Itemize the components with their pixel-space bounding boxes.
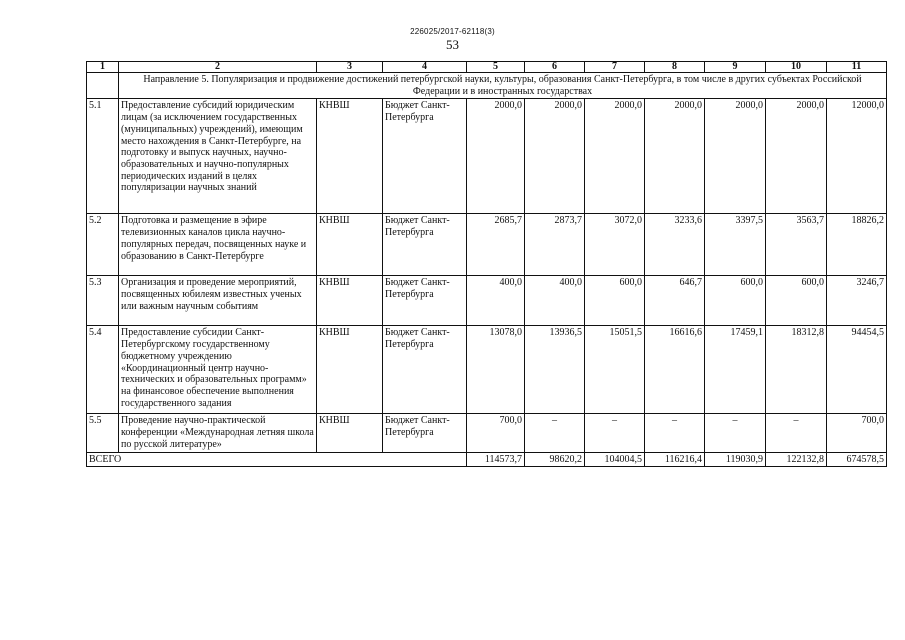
row-value: 3246,7 <box>827 276 887 326</box>
row-source: Бюджет Санкт-Петербурга <box>383 326 467 414</box>
row-value: 2685,7 <box>467 214 525 276</box>
row-value: 400,0 <box>525 276 585 326</box>
column-number: 1 <box>87 62 119 73</box>
row-value: 700,0 <box>827 414 887 452</box>
total-value: 114573,7 <box>467 452 525 467</box>
total-value: 674578,5 <box>827 452 887 467</box>
row-id: 5.1 <box>87 99 119 214</box>
column-number: 10 <box>766 62 827 73</box>
row-source: Бюджет Санкт-Петербурга <box>383 214 467 276</box>
column-number-row <box>87 62 887 73</box>
row-source: Бюджет Санкт-Петербурга <box>383 99 467 214</box>
row-value: 15051,5 <box>585 326 645 414</box>
row-value: – <box>705 414 766 452</box>
row-value: 13078,0 <box>467 326 525 414</box>
row-executor: КНВШ <box>317 326 383 414</box>
total-value: 104004,5 <box>585 452 645 467</box>
page-number: 53 <box>446 37 459 52</box>
row-value: 12000,0 <box>827 99 887 214</box>
row-value: 3233,6 <box>645 214 705 276</box>
column-number: 4 <box>383 62 467 73</box>
row-value: 2000,0 <box>705 99 766 214</box>
total-value: 119030,9 <box>705 452 766 467</box>
row-value: 2000,0 <box>766 99 827 214</box>
total-value: 98620,2 <box>525 452 585 467</box>
section-title: Направление 5. Популяризация и продвижение достижений петербургской науки, культуры, образования Санкт-Петербурга, в том числе в других субъектах Российской Федерации и в иностранных государствах <box>119 73 887 99</box>
row-source: Бюджет Санкт-Петербурга <box>383 414 467 452</box>
row-value: 600,0 <box>585 276 645 326</box>
table-row <box>87 214 887 276</box>
total-value: 122132,8 <box>766 452 827 467</box>
row-id: 5.2 <box>87 214 119 276</box>
row-value: 3397,5 <box>705 214 766 276</box>
column-number: 6 <box>525 62 585 73</box>
column-number: 9 <box>705 62 766 73</box>
table-row <box>87 99 887 214</box>
section-row <box>87 73 887 99</box>
row-value: 646,7 <box>645 276 705 326</box>
program-table <box>86 61 887 467</box>
column-number: 3 <box>317 62 383 73</box>
row-id: 5.3 <box>87 276 119 326</box>
row-value: – <box>585 414 645 452</box>
row-description: Подготовка и размещение в эфире телевизионных каналов цикла научно-популярных передач, посвященных науке и образованию в Санкт-Петербурге <box>119 214 317 276</box>
row-description: Проведение научно-практической конференции «Международная летняя школа по русской литературе» <box>119 414 317 452</box>
column-number: 2 <box>119 62 317 73</box>
total-value: 116216,4 <box>645 452 705 467</box>
row-value: 2873,7 <box>525 214 585 276</box>
column-number: 11 <box>827 62 887 73</box>
row-executor: КНВШ <box>317 214 383 276</box>
document-number: 226025/2017-62118(3) <box>410 27 495 36</box>
row-value: 16616,6 <box>645 326 705 414</box>
column-number: 7 <box>585 62 645 73</box>
row-value: 3072,0 <box>585 214 645 276</box>
row-description: Предоставление субсидии Санкт-Петербургскому государственному бюджетному учреждению «Координационный центр научно-технических и образовательных программ» на финансовое обеспечение выполнения государственного задания <box>119 326 317 414</box>
column-number: 8 <box>645 62 705 73</box>
row-value: – <box>525 414 585 452</box>
row-value: 2000,0 <box>467 99 525 214</box>
row-value: 600,0 <box>766 276 827 326</box>
row-value: 3563,7 <box>766 214 827 276</box>
table-row <box>87 276 887 326</box>
total-row <box>87 452 887 467</box>
row-value: – <box>645 414 705 452</box>
row-value: 2000,0 <box>525 99 585 214</box>
row-value: 17459,1 <box>705 326 766 414</box>
row-value: 700,0 <box>467 414 525 452</box>
row-value: 13936,5 <box>525 326 585 414</box>
row-value: 2000,0 <box>585 99 645 214</box>
row-executor: КНВШ <box>317 99 383 214</box>
table-row <box>87 414 887 452</box>
row-value: 94454,5 <box>827 326 887 414</box>
row-value: 18312,8 <box>766 326 827 414</box>
row-description: Организация и проведение мероприятий, посвященных юбилеям известных ученых или важным научным событиям <box>119 276 317 326</box>
table-row <box>87 326 887 414</box>
row-value: – <box>766 414 827 452</box>
row-source: Бюджет Санкт-Петербурга <box>383 276 467 326</box>
row-id: 5.5 <box>87 414 119 452</box>
row-executor: КНВШ <box>317 414 383 452</box>
row-value: 400,0 <box>467 276 525 326</box>
column-number: 5 <box>467 62 525 73</box>
total-label: ВСЕГО <box>87 452 467 467</box>
row-value: 600,0 <box>705 276 766 326</box>
row-value: 18826,2 <box>827 214 887 276</box>
row-executor: КНВШ <box>317 276 383 326</box>
row-value: 2000,0 <box>645 99 705 214</box>
row-id: 5.4 <box>87 326 119 414</box>
row-description: Предоставление субсидий юридическим лицам (за исключением государственных (муниципальных) учреждений), имеющим место нахождения в Санкт-Петербурге, на подготовку и выпуск научных, научно-образовательных и научно-популярных периодических изданий в целях популяризации научных знаний <box>119 99 317 214</box>
